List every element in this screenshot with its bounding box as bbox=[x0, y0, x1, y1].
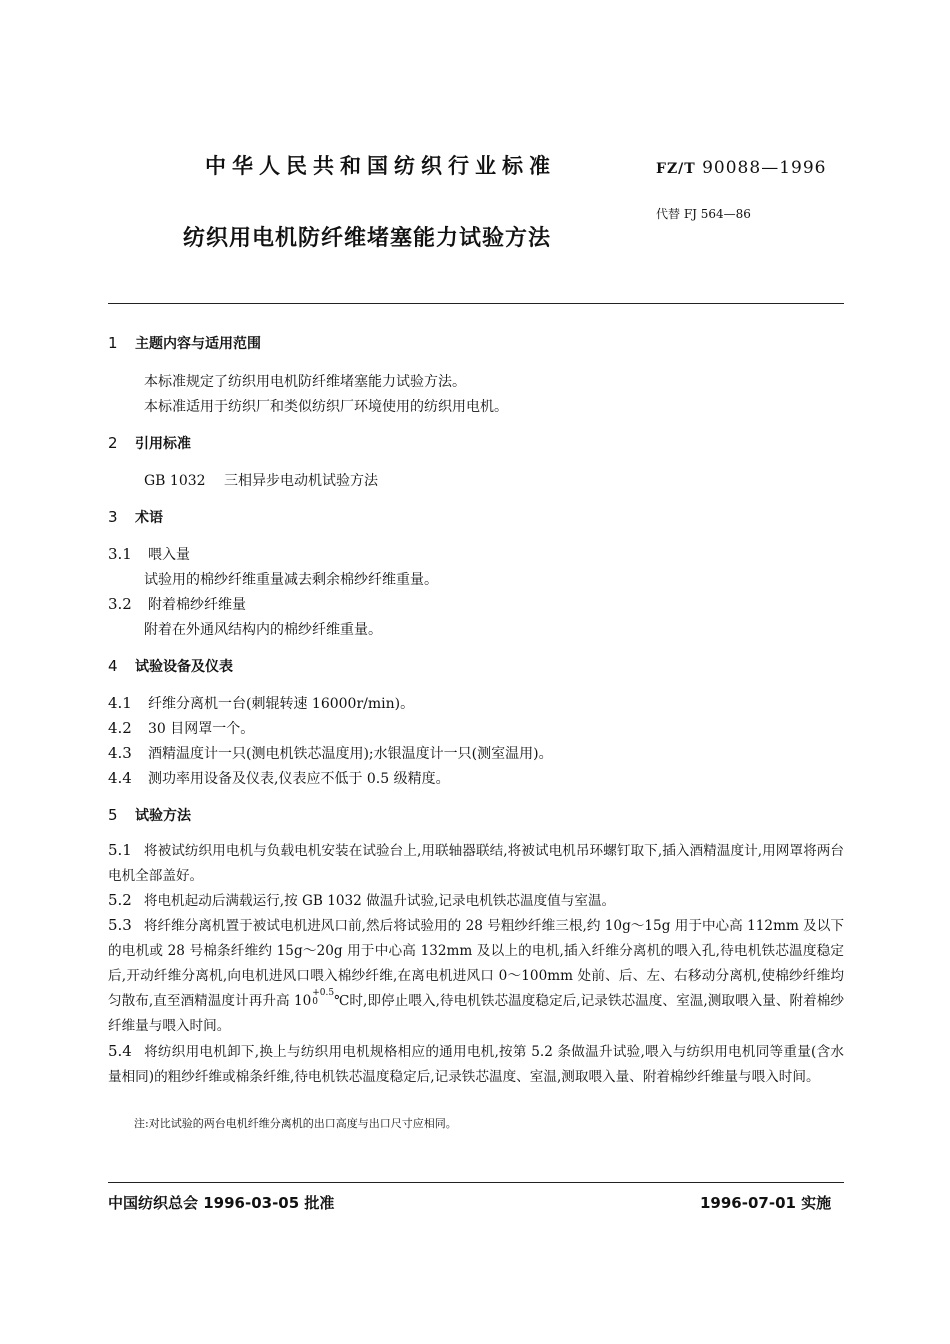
reference-title: 三相异步电动机试验方法 bbox=[224, 473, 379, 489]
standard-code-prefix: FZ/T bbox=[656, 161, 696, 177]
section-5-heading bbox=[108, 805, 191, 825]
term-number: 3.1 bbox=[108, 545, 132, 563]
item-number: 4.4 bbox=[108, 769, 132, 787]
section-3-heading bbox=[108, 507, 163, 527]
section-1-heading bbox=[108, 333, 261, 353]
paragraph-number: 5.4 bbox=[108, 1042, 132, 1060]
section-2-heading bbox=[108, 433, 191, 453]
footer-divider bbox=[108, 1182, 844, 1183]
tolerance-lower: 0 bbox=[312, 997, 318, 1007]
method-paragraph-5-2 bbox=[108, 888, 844, 914]
section-title: 试验设备及仪表 bbox=[135, 659, 233, 675]
equipment-item-4-2 bbox=[108, 718, 254, 738]
approval-date: 中国纺织总会 1996-03-05 批准 bbox=[108, 1194, 335, 1212]
item-number: 4.2 bbox=[108, 719, 132, 737]
term-3-1 bbox=[108, 544, 190, 564]
document-title: 纺织用电机防纤维堵塞能力试验方法 bbox=[183, 226, 552, 251]
section-title: 术语 bbox=[135, 510, 163, 526]
term-name: 附着棉纱纤维量 bbox=[148, 597, 246, 613]
section-1-paragraph-1: 本标准规定了纺织用电机防纤维堵塞能力试验方法。 bbox=[144, 374, 466, 390]
method-paragraph-5-3 bbox=[108, 913, 844, 1039]
section-number: 1 bbox=[108, 334, 118, 352]
section-1-paragraph-2: 本标准适用于纺织厂和类似纺织厂环境使用的纺织用电机。 bbox=[144, 399, 508, 415]
term-name: 喂入量 bbox=[148, 547, 190, 563]
item-number: 4.3 bbox=[108, 744, 132, 762]
term-3-1-definition: 试验用的棉纱纤维重量减去剩余棉纱纤维重量。 bbox=[144, 572, 438, 588]
term-3-2 bbox=[108, 594, 246, 614]
method-paragraph-5-4 bbox=[108, 1039, 844, 1090]
section-number: 5 bbox=[108, 806, 118, 824]
item-text: 测功率用设备及仪表,仪表应不低于 0.5 级精度。 bbox=[148, 771, 450, 787]
item-text: 酒精温度计一只(测电机铁芯温度用);水银温度计一只(测室温用)。 bbox=[148, 746, 553, 762]
section-title: 引用标准 bbox=[135, 436, 191, 452]
term-3-2-definition: 附着在外通风结构内的棉纱纤维重量。 bbox=[144, 622, 382, 638]
section-title: 主题内容与适用范围 bbox=[135, 336, 261, 352]
paragraph-text: 将纺织用电机卸下,换上与纺织用电机规格相应的通用电机,按第 5.2 条做温升试验,喂入与纺织用电机同等重量(含水量相同)的粗纱纤维或棉条纤维,待电机铁芯温度稳定后,记录铁芯温度、室温,测取喂入量、附着棉纱纤维量与喂入时间。 bbox=[108, 1044, 844, 1085]
standard-category-title: 中华人民共和国纺织行业标准 bbox=[205, 154, 556, 178]
equipment-item-4-1 bbox=[108, 693, 414, 713]
item-text: 30 目网罩一个。 bbox=[148, 721, 255, 737]
section-title: 试验方法 bbox=[135, 808, 191, 824]
standard-code-number: 90088—1996 bbox=[702, 158, 827, 178]
paragraph-text-continued: ℃时,即停止喂入,待电机铁芯温度稳定后,记录铁芯温度、室温,测取喂入量、附着棉纱纤维量与喂入时间。 bbox=[108, 993, 844, 1034]
effective-date: 1996-07-01 实施 bbox=[700, 1194, 832, 1212]
equipment-item-4-4 bbox=[108, 768, 450, 788]
reference-standard bbox=[144, 470, 378, 490]
paragraph-text: 将电机起动后满载运行,按 GB 1032 做温升试验,记录电机铁芯温度值与室温。 bbox=[143, 893, 616, 909]
equipment-item-4-3 bbox=[108, 743, 553, 763]
replaces-standard: 代替 FJ 564—86 bbox=[656, 207, 751, 221]
section-4-heading bbox=[108, 656, 233, 676]
paragraph-text: 将纤维分离机置于被试电机进风口前,然后将试验用的 28 号粗纱纤维三根,约 10g～15g 用于中心高 112mm 及以下的电机或 28 号棉条纤维约 15g～20g 用于中心高 132mm 及以上的电机,插入纤维分离机的喂入孔,待电机铁芯温度稳定后,开动纤维分离机,向电机进风口喂入棉纱纤维,在离电机进风口 0～100mm 处前、后、左、右移动分离机,使棉纱纤维均匀散布,直至酒精温度计再升高 10 bbox=[108, 918, 844, 1009]
method-paragraph-5-1 bbox=[108, 838, 844, 889]
reference-code: GB 1032 bbox=[144, 473, 206, 489]
term-number: 3.2 bbox=[108, 595, 132, 613]
standard-code bbox=[656, 158, 826, 178]
section-number: 3 bbox=[108, 508, 118, 526]
tolerance-upper: +0.5 bbox=[312, 988, 335, 998]
item-number: 4.1 bbox=[108, 694, 132, 712]
paragraph-number: 5.3 bbox=[108, 916, 132, 934]
paragraph-number: 5.2 bbox=[108, 891, 132, 909]
section-number: 2 bbox=[108, 434, 118, 452]
item-text: 纤维分离机一台(刺辊转速 16000r/min)。 bbox=[148, 696, 415, 712]
section-number: 4 bbox=[108, 657, 118, 675]
paragraph-text: 将被试纺织用电机与负载电机安装在试验台上,用联轴器联结,将被试电机吊环螺钉取下,插入酒精温度计,用网罩将两台电机全部盖好。 bbox=[108, 843, 844, 884]
temperature-tolerance bbox=[312, 989, 334, 1007]
paragraph-number: 5.1 bbox=[108, 841, 132, 859]
header-divider bbox=[108, 303, 844, 304]
method-note: 注:对比试验的两台电机纤维分离机的出口高度与出口尺寸应相同。 bbox=[134, 1117, 457, 1130]
